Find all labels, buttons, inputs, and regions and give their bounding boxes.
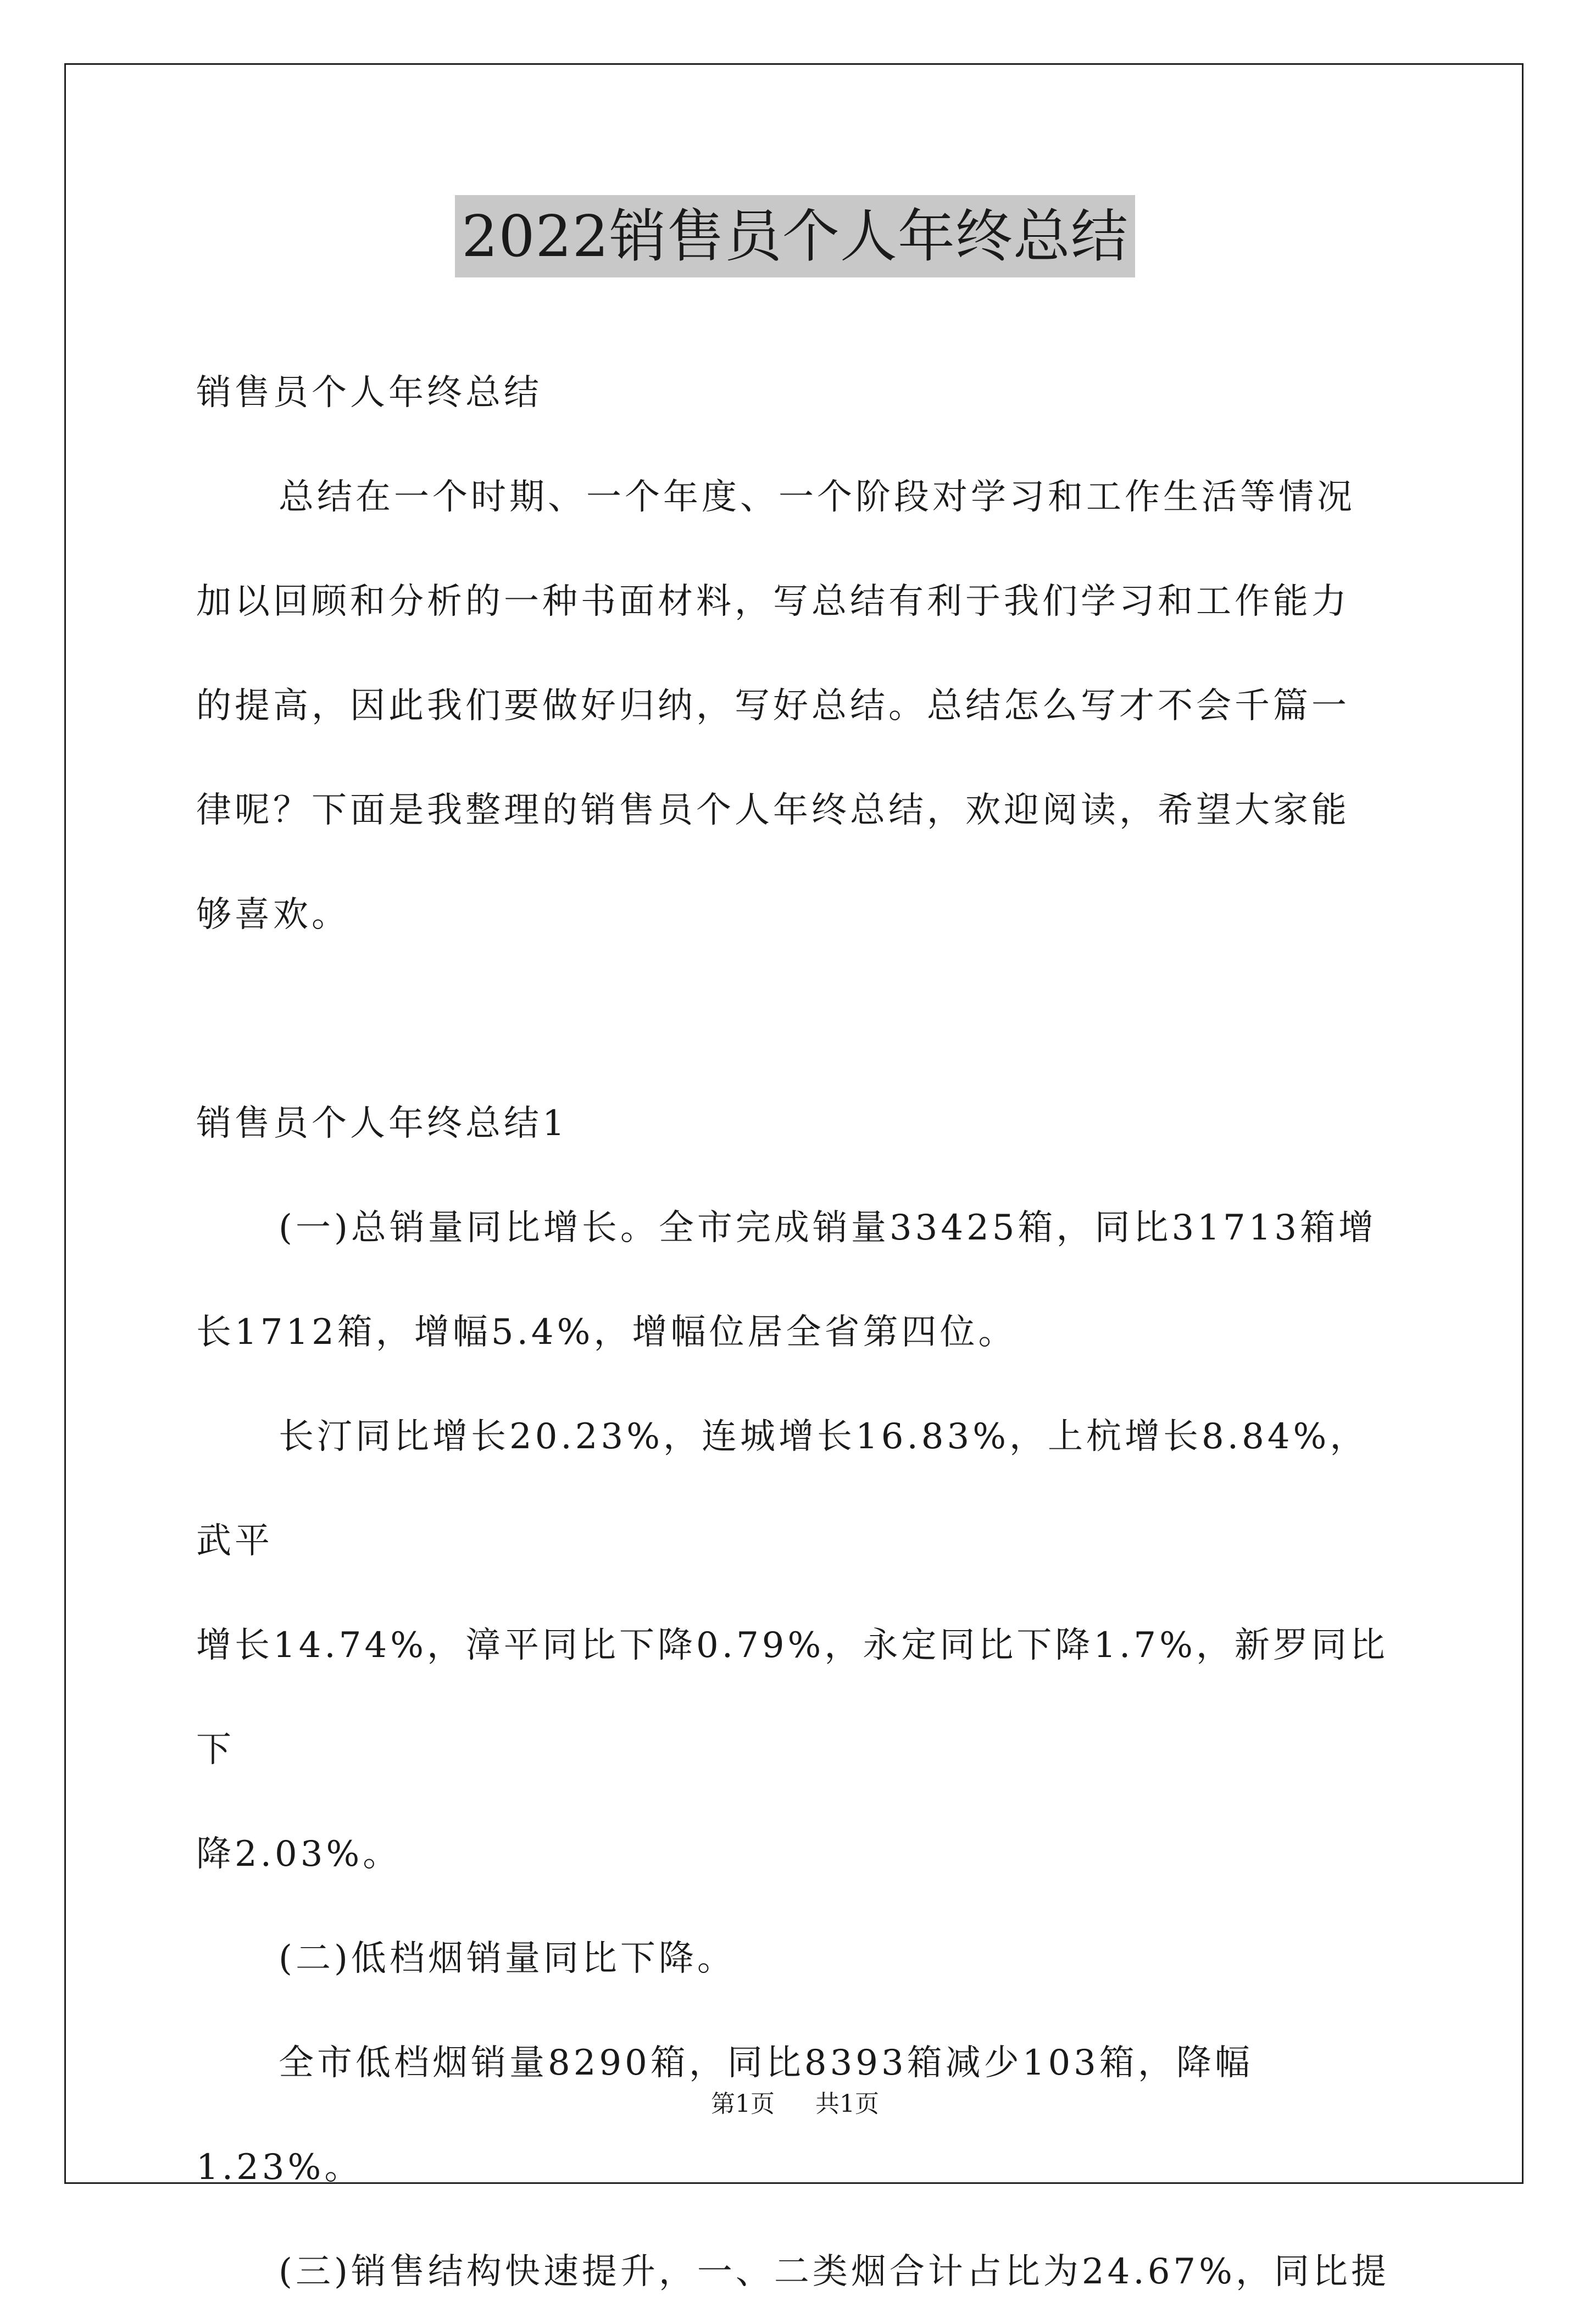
- section1-line-5: 降2.03%。: [196, 1834, 402, 1875]
- intro-line-1: 总结在一个时期、一个年度、一个阶段对学习和工作生活等情况: [279, 477, 1355, 518]
- page-number-total: 共1页: [815, 2090, 879, 2118]
- section1-line-8: (三)销售结构快速提升，一、二类烟合计占比为24.67%，同比提: [279, 2251, 1389, 2292]
- intro-line-3: 的提高，因此我们要做好归纳，写好总结。总结怎么写才不会千篇一: [196, 686, 1350, 726]
- section1-line-7: 全市低档烟销量8290箱，同比8393箱减少103箱，降幅1.23%。: [196, 2043, 1253, 2188]
- page-number-current: 第1页: [711, 2090, 775, 2118]
- section1-line-2: 长1712箱，增幅5.4%，增幅位居全省第四位。: [196, 1312, 1017, 1353]
- document-title: [0, 195, 1590, 277]
- document-title-text: 2022销售员个人年终总结: [455, 195, 1135, 277]
- intro-line-5: 够喜欢。: [196, 894, 350, 935]
- document-body: [196, 341, 1405, 2324]
- intro-line-4: 律呢？下面是我整理的销售员个人年终总结，欢迎阅读，希望大家能: [196, 790, 1350, 831]
- subheading: 销售员个人年终总结: [196, 372, 542, 413]
- section1-title: 销售员个人年终总结1: [196, 1103, 568, 1144]
- section1-line-3: 长汀同比增长20.23%，连城增长16.83%，上杭增长8.84%，武平: [196, 1416, 1369, 1561]
- page-footer: [0, 2088, 1590, 2121]
- section-spacer: [196, 967, 1405, 1071]
- section1-line-1: (一)总销量同比增长。全市完成销量33425箱，同比31713箱增: [279, 1208, 1377, 1248]
- intro-line-2: 加以回顾和分析的一种书面材料，写总结有利于我们学习和工作能力: [196, 581, 1350, 622]
- section1-line-4: 增长14.74%，漳平同比下降0.79%，永定同比下降1.7%，新罗同比下: [196, 1625, 1388, 1770]
- section1-line-6: (二)低档烟销量同比下降。: [279, 1938, 736, 1979]
